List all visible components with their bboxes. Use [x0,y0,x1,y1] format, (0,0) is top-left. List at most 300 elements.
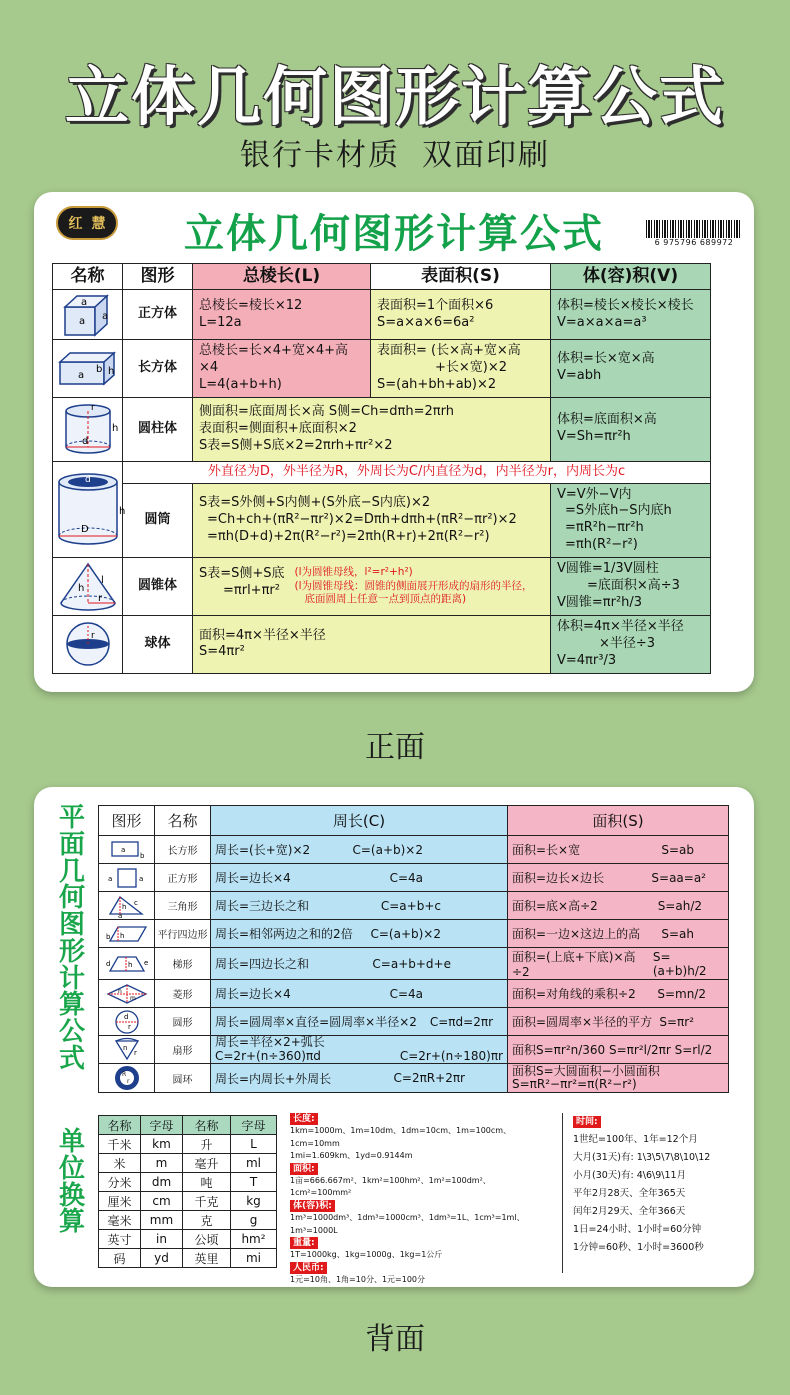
formula-line: S=(ah+bh+ab)×2 [377,376,497,392]
formula-line: =πrl+πr² [223,583,280,599]
front-card [34,192,754,692]
cone-label: l [100,574,104,586]
table-row [53,397,711,461]
unit-header: 字母 [231,1116,277,1135]
area-expression: S=(a+b)h/2 [652,949,707,978]
solid-formula-table [52,263,711,674]
perimeter-expression: C=a+b+c [380,898,441,913]
shape-label: b [105,932,110,941]
perimeter-text: 周长=内周长+外周长 [215,1071,332,1086]
back-caption: 背面 [365,1322,425,1357]
cone-notes [295,566,533,607]
area-expression: S=ah/2 [657,898,702,913]
cylinder-label: d [81,436,88,448]
cuboid-label: h [107,366,114,378]
area-cell [508,1064,729,1093]
shape-label: m [129,994,136,1002]
sector-icon [104,1037,150,1063]
shape-label: n [117,987,122,995]
area-cell [508,980,729,1008]
header-perimeter: 周长(C) [211,806,508,836]
unit-cell: 码 [99,1249,141,1268]
unit-cell: g [231,1211,277,1230]
formula-line: S表=S侧+S底×2=2πrh+πr²×2 [199,437,393,453]
perimeter-text: 周长=四边长之和 [215,957,310,971]
vertical-title-plane [56,805,88,1073]
triangle-icon [104,894,150,918]
tube-icon [55,470,125,548]
table-row [53,483,711,558]
perimeter-expression: C=πd=2πr [429,1014,493,1029]
page-title: 立体几何图形计算公式 [65,61,725,135]
ring-icon [104,1064,150,1092]
note-line: 底面圆周上任意一点到顶点的距离) [304,593,467,606]
conversion-line: 1元=10角、1角=10分、1元=100分 [290,1275,426,1285]
formula-line: S=a×a×6=6a² [377,314,475,330]
time-line: 平年2月28天、全年365天 [573,1188,686,1200]
area-formula [512,1013,724,1030]
area-cell [508,892,729,920]
cuboid-label: a [77,370,84,382]
area-cell [508,920,729,948]
formula-line: 体积=4π×半径×半径 [557,619,684,635]
perimeter-text: 周长=(长+宽)×2 [215,843,311,857]
perimeter-expression: C=4a [389,986,423,1001]
area-expression: S=πR²−πr²=π(R²−r²) [512,1077,637,1091]
rectangle-icon [104,839,150,861]
table-row [99,892,729,920]
area-formula [512,925,724,942]
conversion-group [290,1200,550,1237]
plane-formula-table [98,805,729,1093]
unit-cell: mi [231,1249,277,1268]
shape-label: c [133,898,138,907]
table-row [53,340,711,398]
area-cell [508,1008,729,1036]
tube-label: D [80,524,89,536]
vertical-char: 式 [58,1043,85,1074]
vertical-char: 平 [58,803,85,833]
formula-line: 体积=长×宽×高 [557,351,655,367]
area-text: 面积=底×高÷2 [512,899,598,913]
shape-cell [99,1036,155,1064]
perimeter-cell [211,980,508,1008]
shape-cell [99,864,155,892]
brand-logo [56,206,118,240]
conversion-line: 1m³=1000L [290,1225,338,1235]
logo-char: 红 [68,216,83,232]
unit-cell: 吨 [183,1173,231,1192]
shape-label: d [105,959,110,968]
time-line: 1世纪=100年、1年=12个月 [573,1134,698,1146]
area-text: 面积S=πr²n/360 S=πr²l/2πr S=rl/2 [512,1043,713,1057]
perimeter-cell [211,1064,508,1093]
area-text: 面积=一边×这边上的高 [512,927,641,941]
conversion-group [290,1163,550,1200]
conversion-line: 1m³=1000dm³、1dm³=1000cm³、1dm³=1L、1cm³=1ml、 [290,1213,525,1223]
unit-cell: 毫升 [183,1154,231,1173]
formula-line: S=4πr² [199,644,245,660]
cone-formula-group [199,566,544,607]
area-cell [508,864,729,892]
unit-header: 名称 [99,1116,141,1135]
table-row [53,616,711,674]
formula-line: 总棱长=棱长×12 [199,297,303,313]
perimeter-expression: C=a+b+d+e [372,956,451,971]
shape-label: a [117,911,122,920]
time-line: 1日=24小时、1小时=60分钟 [573,1224,702,1236]
unit-row [99,1173,277,1192]
front-card-title: 立体几何图形计算公式 [184,211,604,257]
formula-line: 体积=棱长×棱长×棱长 [557,297,694,313]
conversion-list [290,1113,550,1286]
shape-name: 梯形 [155,948,211,980]
cone-label: r [97,592,102,604]
header-edge: 总棱长(L) [193,264,371,290]
vertical-char: 计 [58,963,85,994]
formula-line: S表=S侧+S底 [199,566,285,582]
conversion-tag: 人民币: [290,1262,327,1274]
unit-header: 名称 [183,1116,231,1135]
unit-cell: 厘米 [99,1192,141,1211]
perimeter-formula [215,1070,503,1087]
perimeter-formula [215,1013,503,1030]
sphere-label: r [90,631,95,642]
volume-cell [551,616,711,674]
formula-line: V=a×a×a=a³ [557,314,647,330]
area-text: 面积=圆周率×半径的平方 [512,1015,653,1029]
shape-name: 圆筒 [123,483,193,558]
table-row [99,920,729,948]
area-formula [512,869,724,886]
shape-name: 正方形 [155,864,211,892]
conversion-line: 1T=1000kg、1kg=1000g、1kg=1公斤 [290,1250,443,1260]
vertical-title-units [56,1129,88,1236]
parallelogram-icon [104,923,150,945]
unit-cell: m [141,1154,183,1173]
formula-line: 总棱长=长×4+宽×4+高×4 [199,343,349,375]
volume-cell [551,290,711,340]
shape-cell [53,616,123,674]
volume-cell [551,483,711,558]
formula-line: +长×宽)×2 [435,359,508,375]
shape-cell [53,290,123,340]
perimeter-text: 周长=圆周率×直径=圆周率×半径×2 [215,1015,417,1029]
vertical-char: 算 [58,1207,85,1238]
unit-cell: 毫米 [99,1211,141,1230]
unit-table [98,1115,277,1268]
table-row [99,864,729,892]
unit-header-row [99,1116,277,1135]
formula-line: =πh(D+d)+2π(R²−r²)=2πh(R+r)+2π(R²−r²) [207,528,490,544]
formula-line: L=12a [199,314,242,330]
table-row [53,290,711,340]
shape-name: 圆形 [155,1008,211,1036]
note-row [53,461,711,483]
time-line: 1分钟=60秒、1小时=3600秒 [573,1242,704,1254]
perimeter-cell [211,1036,508,1064]
area-expression: S=aa=a² [651,870,706,885]
unit-row [99,1192,277,1211]
volume-cell [551,340,711,398]
area-cell [193,397,551,461]
table-row [99,1008,729,1036]
table-header-row [53,264,711,290]
volume-cell [551,558,711,616]
area-formula [512,948,724,979]
shape-cell [99,892,155,920]
conversion-line: 1mi=1.609km、1yd=0.9144m [290,1151,413,1161]
shape-label: h [127,960,132,969]
area-cell [508,836,729,864]
time-line: 闰年2月29天、全年366天 [573,1206,686,1218]
area-formula [512,985,724,1002]
formula-line: V圆锥=1/3V圆柱 [557,561,659,577]
circle-icon [104,1009,150,1035]
perimeter-text: 周长=三边长之和 [215,899,310,913]
area-cell [193,483,551,558]
shape-cell [53,340,123,398]
shape-label: h [121,902,126,911]
unit-cell: mm [141,1211,183,1230]
shape-cell [99,948,155,980]
perimeter-text: 周长=边长×4 [215,871,291,885]
conversion-tag: 面积: [290,1163,318,1175]
perimeter-formula [215,897,503,914]
formula-line: V=V外−V内 [557,486,632,502]
unit-cell: 克 [183,1211,231,1230]
formula-line: =πR²h−πr²h [565,520,644,536]
perimeter-expression: C=(a+b)×2 [370,926,441,941]
perimeter-text: 周长=相邻两边之和的2倍 [215,927,353,941]
header-area: 面积(S) [508,806,729,836]
vertical-char: 位 [58,1153,85,1184]
area-text: 面积=边长×边长 [512,871,605,885]
formula-line: =S外底h−S内底h [565,503,672,519]
perimeter-cell [211,1008,508,1036]
cube-label: a [78,315,85,327]
tube-label: d [84,475,91,486]
perimeter-text: 周长=边长×4 [215,987,291,1001]
vertical-char: 形 [58,936,85,967]
unit-row [99,1211,277,1230]
perimeter-expression: C=(a+b)×2 [352,842,423,857]
time-list [562,1113,742,1273]
header-shape: 图形 [99,806,155,836]
time-line: 大月(31天)有: 1\3\5\7\8\10\12 [573,1152,711,1164]
shape-label: a [138,874,143,883]
conversion-group [290,1113,550,1163]
perimeter-formula [215,841,503,858]
area-cell [371,340,551,398]
shape-cell [99,980,155,1008]
conversion-tag: 体(容)积: [290,1200,335,1212]
table-row [99,980,729,1008]
area-text: 面积=(上底+下底)×高÷2 [512,950,636,979]
perimeter-cell [211,836,508,864]
formula-line: 表面积= (长×高+宽×高 [377,343,521,358]
unit-row [99,1135,277,1154]
vertical-char: 几 [58,856,85,887]
barcode-icon [646,220,742,238]
formula-line: =Ch+ch+(πR²−πr²)×2=Dπh+dπh+(πR²−πr²)×2 [207,511,517,527]
conversion-line: 1km=1000m、1m=10dm、1dm=10cm、1m=100cm、1cm=10mm [290,1126,512,1148]
formula-line: V=abh [557,368,602,384]
shape-name: 长方体 [123,340,193,398]
formula-line: V圆锥=πr²h/3 [557,595,643,611]
unit-cell: L [231,1135,277,1154]
formula-line: V=Sh=πr²h [557,429,631,445]
page-subtitle [0,130,790,174]
header-shape: 图形 [123,264,193,290]
shape-label: a [120,845,125,854]
perimeter-cell [211,864,508,892]
edge-cell [193,340,371,398]
unit-cell: kg [231,1192,277,1211]
header-volume: 体(容)积(V) [551,264,711,290]
formula-line: =πh(R²−r²) [565,537,638,553]
perimeter-formula [215,955,503,972]
trapezoid-icon [104,953,150,975]
cylinder-label: r [90,403,95,414]
shape-label: b [139,851,144,860]
shape-name: 菱形 [155,980,211,1008]
unit-cell: 英里 [183,1249,231,1268]
formula-line: 面积=4π×半径×半径 [199,627,326,643]
logo-char: 慧 [91,216,106,232]
cube-icon [59,293,117,337]
area-formula [512,897,724,914]
formula-line: 表面积=侧面积+底面积×2 [199,420,357,436]
cube-label: a [80,296,87,308]
volume-cell [551,397,711,461]
area-cell [508,948,729,980]
header-name: 名称 [155,806,211,836]
time-line: 小月(30天)有: 4\6\9\11月 [573,1170,687,1182]
vertical-char: 单 [58,1127,85,1157]
time-tag: 时间: [573,1116,601,1128]
area-expression: S=πr² [659,1014,694,1029]
shape-name: 圆环 [155,1064,211,1093]
shape-name: 圆柱体 [123,397,193,461]
unit-cell: ml [231,1154,277,1173]
unit-cell: 分米 [99,1173,141,1192]
formula-line: 体积=底面积×高 [557,412,657,428]
area-cell [193,616,551,674]
perimeter-cell [211,920,508,948]
perimeter-expression: C=2r+(n÷180)πr [399,1048,503,1063]
vertical-char: 图 [58,910,85,941]
conversion-group [290,1237,550,1262]
shape-label: n [122,1043,127,1052]
subtitle-print: 双面印刷 [422,138,550,173]
vertical-char: 换 [58,1180,85,1211]
barcode-number: 6 975796 689972 [654,238,734,247]
unit-row [99,1230,277,1249]
shape-name: 正方体 [123,290,193,340]
unit-cell: km [141,1135,183,1154]
shape-cell [99,920,155,948]
unit-cell: dm [141,1173,183,1192]
shape-label: e [143,958,148,967]
perimeter-formula [215,1050,503,1063]
conversion-line: 1亩=666.667m²、1km²=100hm²、1m²=100dm²、1cm²=100mm² [290,1175,491,1198]
subtitle-material: 银行卡材质 [240,138,400,173]
perimeter-cell [211,892,508,920]
cuboid-label: b [95,364,102,376]
area-expression: S=ah [661,926,694,941]
cuboid-icon [56,348,120,388]
cone-icon [57,561,119,613]
unit-header: 字母 [141,1116,183,1135]
front-caption: 正面 [365,730,425,765]
cone-formulas [199,566,285,600]
unit-cell: 千克 [183,1192,231,1211]
cylinder-icon [58,401,118,457]
square-icon [104,866,150,890]
cylinder-label: h [111,423,118,435]
table-header-row [99,806,729,836]
formula-line: S表=S外侧+S内侧+(S外底−S内底)×2 [199,495,431,510]
area-formula [512,841,724,858]
shape-cell [99,1064,155,1093]
edge-cell [193,290,371,340]
unit-cell: cm [141,1192,183,1211]
tube-label: h [118,506,125,518]
shape-cell [53,397,123,461]
area-text: 面积=对角线的乘积÷2 [512,987,636,1001]
table-row [99,836,729,864]
shape-label: R [121,1071,126,1078]
unit-cell: T [231,1173,277,1192]
shape-label: d [123,1012,128,1021]
header-name: 名称 [53,264,123,290]
shape-label: h [119,931,124,940]
shape-name: 球体 [123,616,193,674]
area-text: 面积S=大圆面积−小圆面积 [512,1064,660,1079]
vertical-char: 何 [58,883,85,914]
unit-cell: 英寸 [99,1230,141,1249]
cube-label: a [101,310,108,322]
unit-row [99,1154,277,1173]
conversion-tag: 重量: [290,1237,318,1249]
shape-label: r [127,1022,131,1031]
tube-note: 外直径为D，外半径为R，外周长为C/内直径为d，内半径为r，内周长为c [123,461,711,483]
table-row [53,558,711,616]
shape-label: a [107,874,112,883]
perimeter-text: 周长=半径×2+弧长 [215,1035,325,1050]
vertical-char: 算 [58,990,85,1021]
unit-cell: yd [141,1249,183,1268]
perimeter-formula [215,869,503,886]
area-cell [193,558,551,616]
note-line: (l为圆锥母线，l²=r²+h²) [294,566,413,579]
table-row [99,948,729,980]
formula-line: ×半径÷3 [599,636,656,652]
shape-label: r [133,1048,137,1057]
formula-line: 表面积=1个面积×6 [377,297,494,313]
conversion-group [290,1262,550,1287]
rhombus-icon [104,982,150,1006]
table-row [99,1036,729,1064]
header-area: 表面积(S) [371,264,551,290]
back-card [34,787,754,1287]
formula-line: V=4πr³/3 [557,652,617,668]
shape-cell [53,461,123,557]
unit-cell: 公顷 [183,1230,231,1249]
perimeter-formula [215,925,503,942]
perimeter-cell [211,948,508,980]
